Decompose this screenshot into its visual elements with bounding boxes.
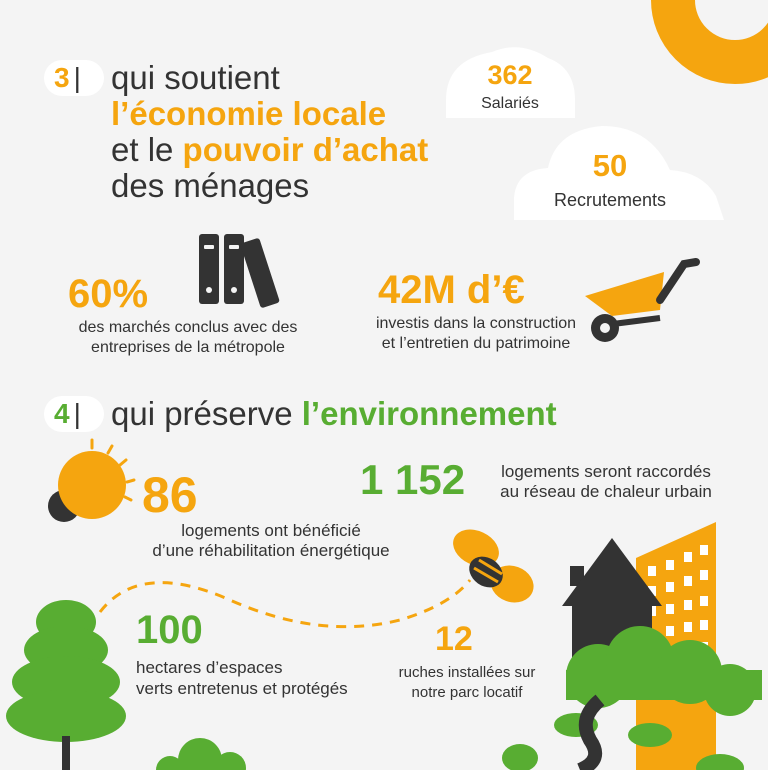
- ruches-desc: [372, 663, 562, 703]
- section3-line2: l’économie locale: [111, 95, 387, 132]
- salaries-label: Salariés: [481, 95, 539, 112]
- rehab-value: 86: [142, 467, 198, 523]
- raccord-value: 1 152: [360, 456, 466, 503]
- section4-highlight: l’environnement: [301, 395, 557, 432]
- section4-prefix: qui préserve: [111, 395, 302, 432]
- ruches-line1: ruches installées sur: [398, 664, 536, 681]
- section3-line1: qui soutient: [111, 59, 280, 96]
- raccord-line1: logements seront raccordés: [501, 462, 711, 481]
- ruches-line2: notre parc locatif: [411, 684, 523, 701]
- raccord-line2: au réseau de chaleur urbain: [500, 482, 712, 501]
- invest-value: 42M d’€: [378, 268, 525, 312]
- ruches-value: 12: [435, 620, 473, 658]
- hectares-desc: [136, 657, 396, 699]
- marches-line2: entreprises de la métropole: [91, 339, 285, 356]
- section4-number: 4: [54, 398, 70, 429]
- section3-separator: |: [73, 62, 81, 93]
- recrutements-label: Recrutements: [553, 190, 667, 210]
- rehab-line1: logements ont bénéficié: [181, 521, 361, 540]
- section3-line3-prefix: et le: [111, 131, 183, 168]
- marches-line1: des marchés conclus avec des: [78, 319, 298, 336]
- section4-separator: |: [73, 398, 81, 429]
- section3-line3-highlight: pouvoir d’achat: [182, 131, 429, 168]
- section3-line4: des ménages: [111, 167, 310, 204]
- hectares-line1: hectares d’espaces: [136, 658, 283, 677]
- hectares-value: 100: [136, 608, 203, 652]
- recrutements-value: 50: [592, 148, 628, 183]
- salaries-value: 362: [487, 60, 533, 90]
- hectares-line2: verts entretenus et protégés: [136, 679, 348, 698]
- invest-line1: investis dans la construction: [375, 315, 577, 332]
- invest-line2: et l’entretien du patrimoine: [381, 335, 571, 352]
- rehab-line2: d’une réhabilitation énergétique: [152, 541, 390, 560]
- section3-number: 3: [54, 62, 70, 93]
- marches-value: 60%: [68, 272, 149, 316]
